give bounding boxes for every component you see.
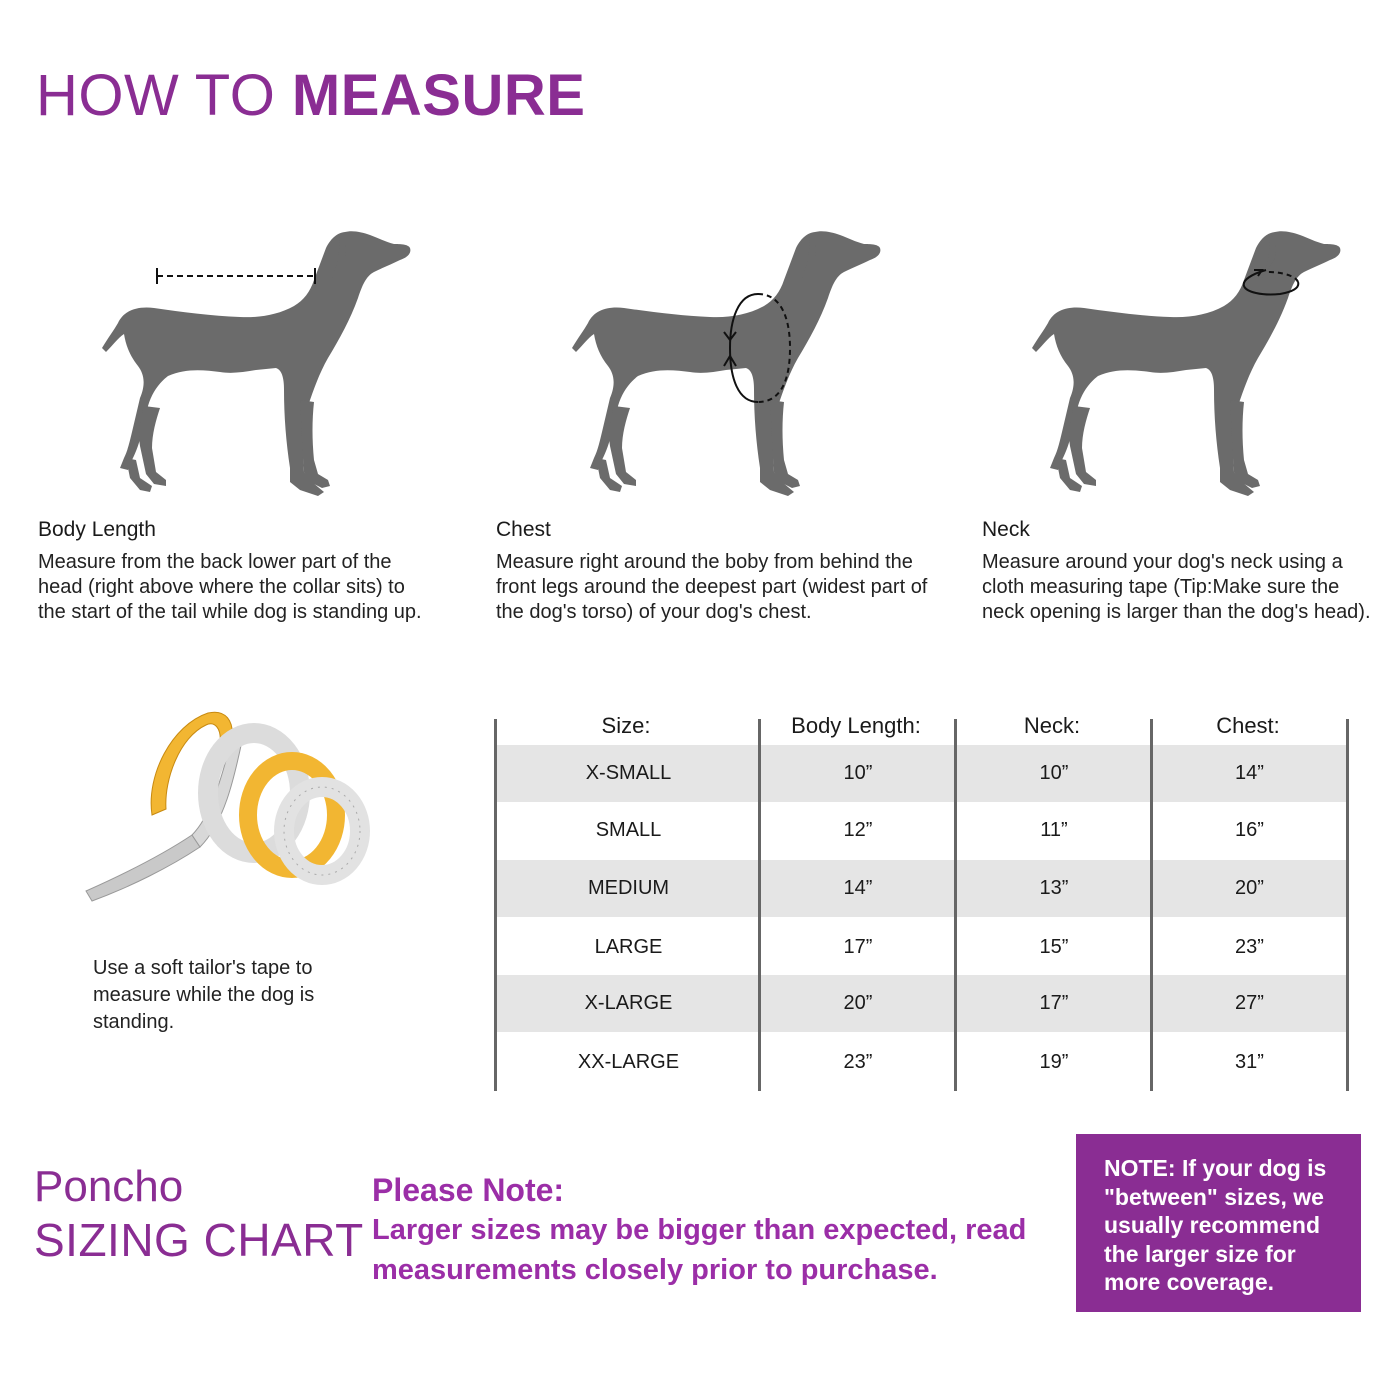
table-row (497, 745, 1347, 802)
table-cell-chest: 23” (1235, 936, 1264, 958)
note-box: NOTE: If your dog is "between" sizes, we usually recommend the larger size for more coverage. (1076, 1134, 1361, 1312)
table-cell-neck: 11” (1040, 819, 1068, 841)
table-row (497, 919, 1347, 976)
dog-silhouette-icon (1030, 220, 1350, 510)
dog-body-length-illustration (100, 220, 420, 510)
page-title-bold: MEASURE (291, 63, 586, 128)
table-cell-chest: 31” (1235, 1051, 1264, 1073)
table-cell-size: X-SMALL (585, 762, 672, 784)
dog-silhouette-icon (570, 220, 890, 510)
page-title-light: HOW TO (36, 63, 292, 128)
page-title (36, 62, 585, 129)
table-cell-size: XX-LARGE (577, 1051, 680, 1073)
poncho-label: Poncho (34, 1162, 184, 1211)
table-cell-size: LARGE (594, 936, 663, 958)
table-divider (1346, 719, 1349, 1091)
table-cell-body-length: 23” (843, 1051, 873, 1073)
table-cell-chest: 20” (1235, 877, 1264, 899)
sizing-table (494, 705, 1350, 1091)
dog-silhouette-icon (100, 220, 420, 510)
measure-title: Body Length (38, 518, 156, 541)
please-note-body: Larger sizes may be bigger than expected, read measurements closely prior to purchase. (372, 1214, 1027, 1286)
table-cell-body-length: 17” (843, 936, 873, 958)
measure-line-icon (157, 268, 315, 284)
measure-body-length (38, 518, 438, 625)
table-cell-size: MEDIUM (587, 877, 670, 899)
please-note (372, 1170, 1062, 1290)
tape-note: Use a soft tailor's tape to measure while the dog is standing. (93, 957, 315, 1033)
table-row (497, 1034, 1347, 1091)
table-cell-body-length: 10” (843, 762, 873, 784)
measure-neck (982, 518, 1382, 625)
table-row (497, 860, 1347, 917)
table-cell-chest: 16” (1235, 819, 1264, 841)
sizing-chart-label: SIZING CHART (34, 1214, 364, 1266)
table-row (497, 802, 1347, 859)
table-cell-neck: 13” (1039, 877, 1069, 899)
table-cell-size: SMALL (595, 819, 662, 841)
table-cell-neck: 10” (1039, 762, 1069, 784)
dog-chest-illustration (570, 220, 890, 510)
measuring-tape-image (82, 705, 382, 905)
table-cell-body-length: 12” (843, 819, 873, 841)
table-cell-body-length: 20” (843, 992, 873, 1014)
table-cell-chest: 14” (1235, 762, 1264, 784)
table-divider (1150, 719, 1153, 1091)
measure-description: Measure around your dog's neck using a cloth measuring tape (Tip:Make sure the neck opening is larger than the dog's head). (982, 551, 1371, 623)
measuring-tape-icon (82, 705, 382, 905)
table-cell-neck: 19” (1039, 1051, 1069, 1073)
please-note-heading: Please Note: (372, 1172, 565, 1208)
table-cell-body-length: 14” (843, 877, 873, 899)
table-cell-size: X-LARGE (584, 992, 673, 1014)
poncho-sizing-title (34, 1162, 364, 1268)
table-header-body-length: Body Length: (791, 713, 921, 738)
table-divider (758, 719, 761, 1091)
measure-description: Measure right around the boby from behind the front legs around the deepest part (widest part of the dog's torso) of your dog's chest. (496, 551, 928, 623)
table-header-size: Size: (601, 713, 651, 738)
measure-title: Chest (496, 518, 551, 541)
table-cell-neck: 17” (1039, 992, 1069, 1014)
measure-chest (496, 518, 936, 625)
table-divider (954, 719, 957, 1091)
dog-neck-illustration (1030, 220, 1350, 510)
table-cell-neck: 15” (1039, 936, 1069, 958)
table-header-chest: Chest: (1216, 713, 1280, 738)
table-cell-chest: 27” (1235, 992, 1264, 1014)
table-divider (494, 719, 497, 1091)
table-row (497, 975, 1347, 1032)
measure-description: Measure from the back lower part of the head (right above where the collar sits) to the start of the tail while dog is standing up. (38, 551, 422, 623)
table-header-neck: Neck: (1023, 713, 1081, 738)
measure-title: Neck (982, 518, 1030, 541)
